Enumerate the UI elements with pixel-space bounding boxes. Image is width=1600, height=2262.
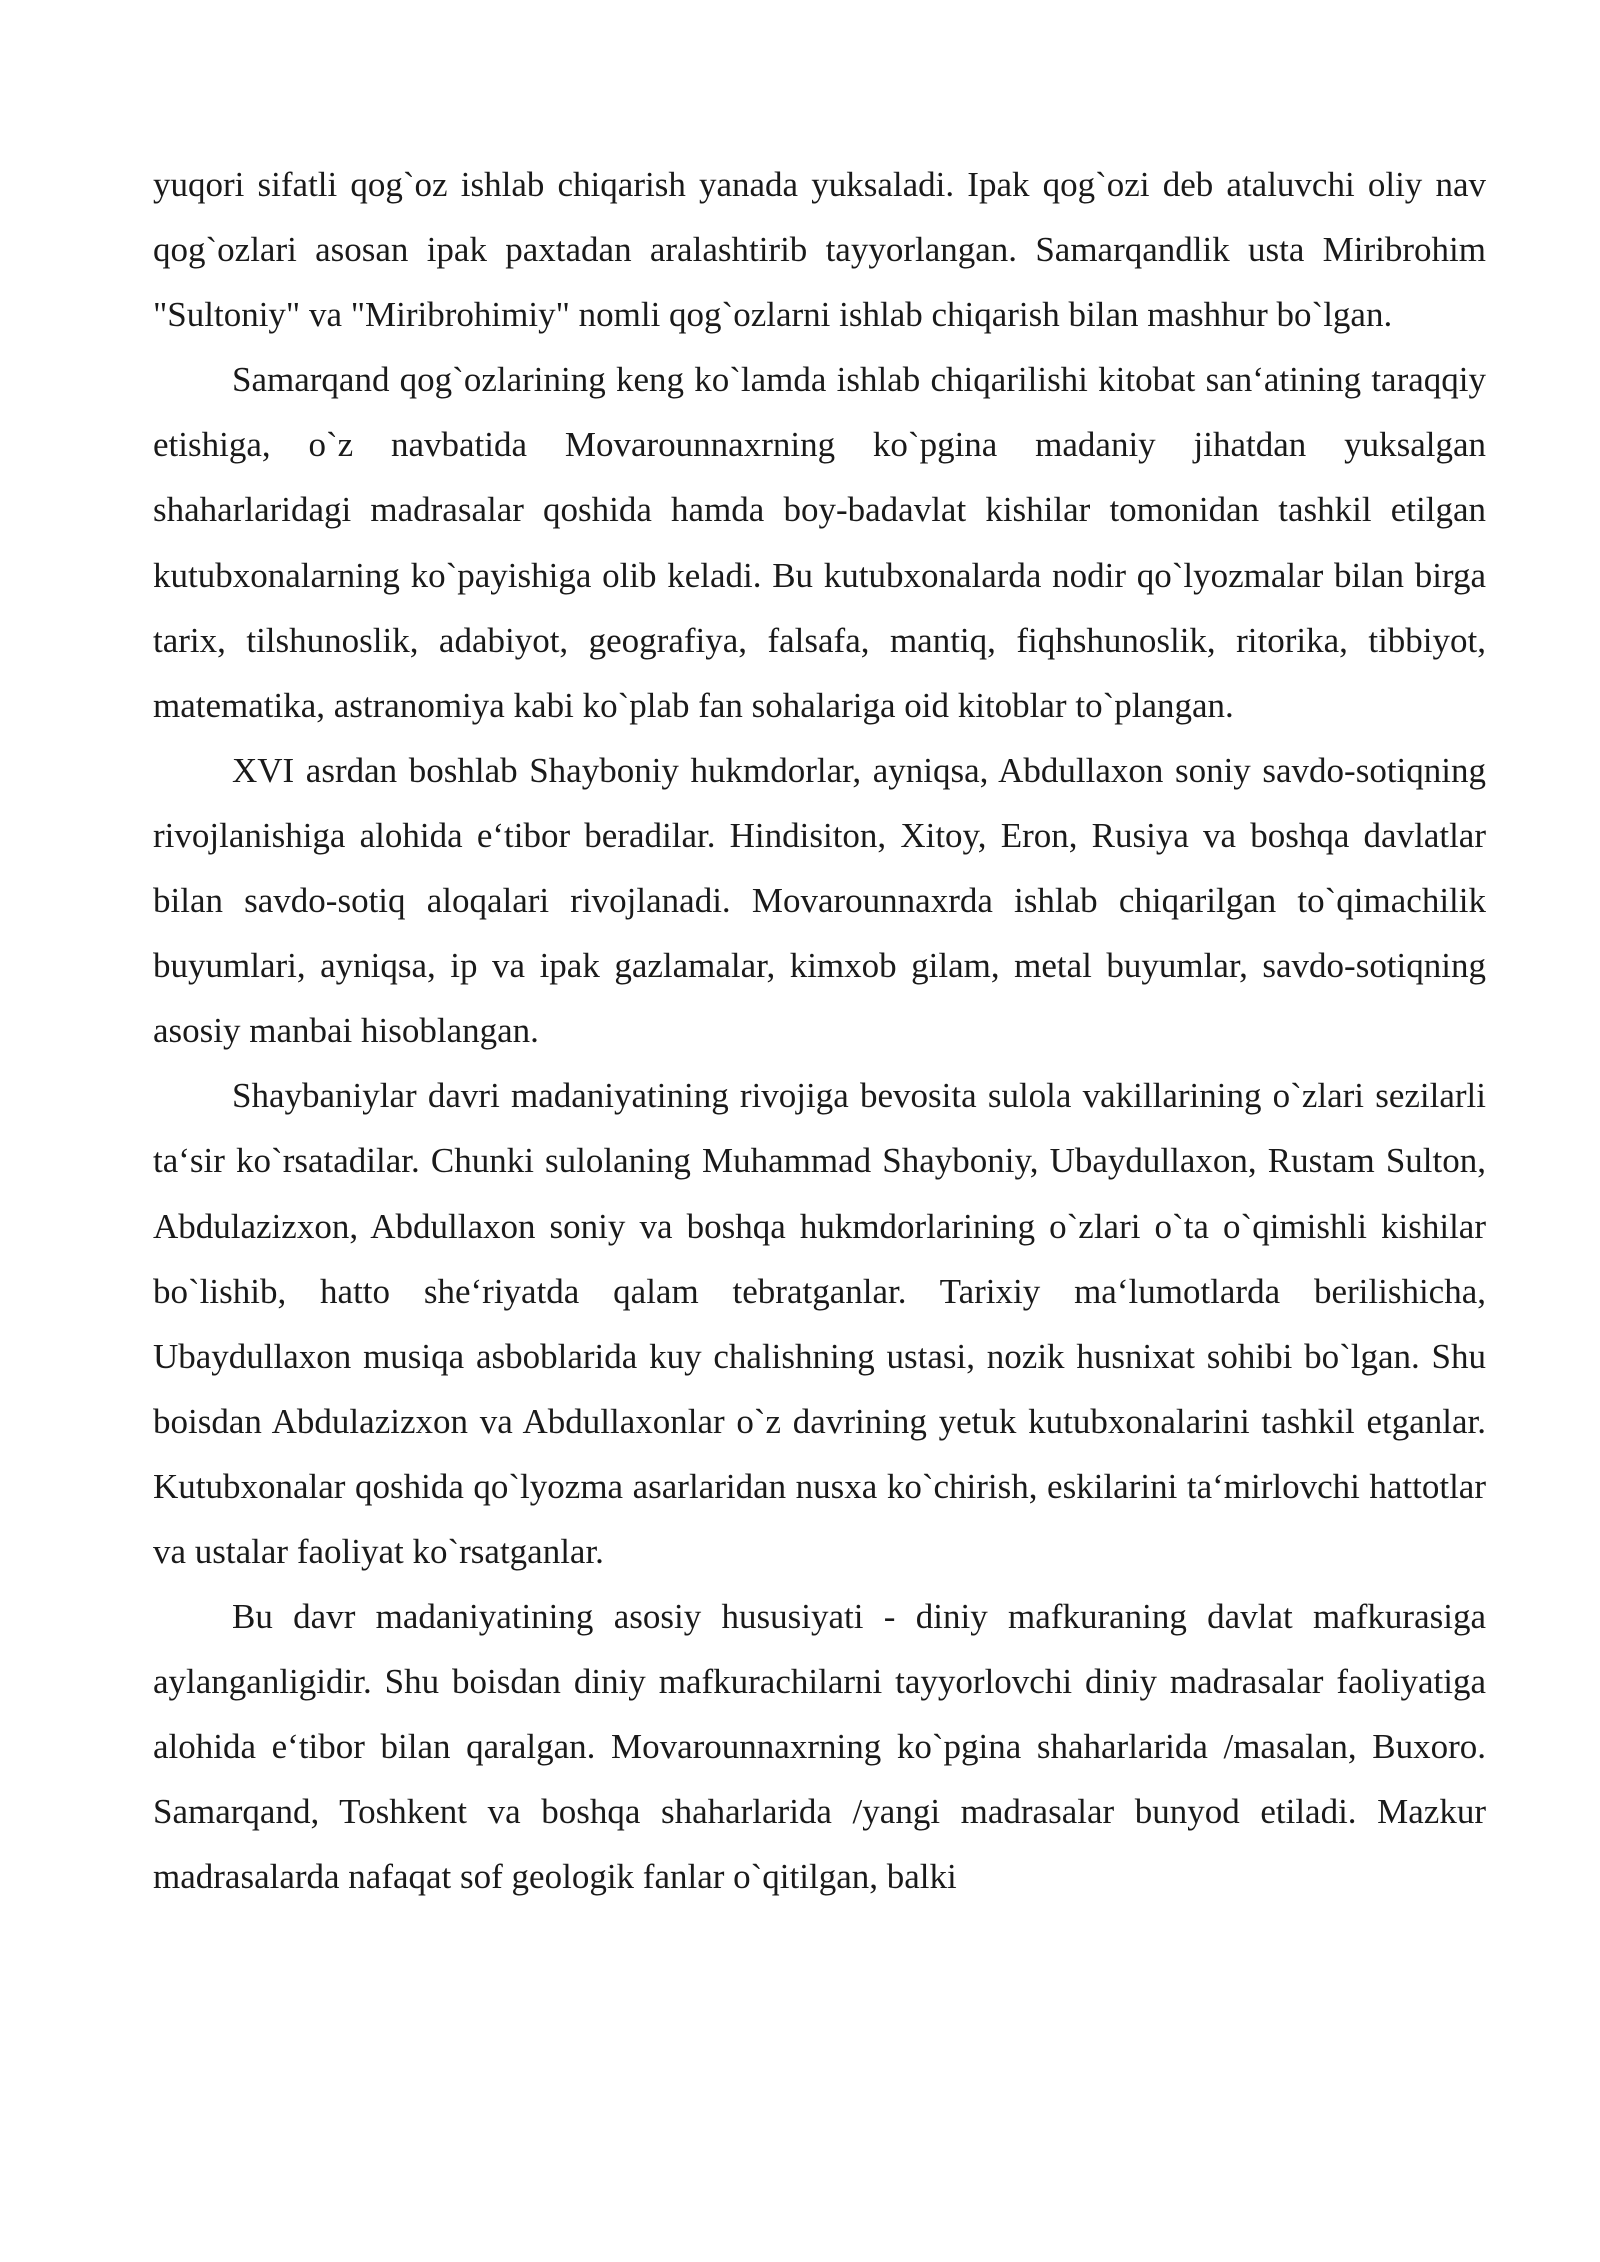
- paragraph-samarqand-paper: Samarqand qog`ozlarining keng ko`lamda ishlab chiqarilishi kitobat san‘atining taraqqiy etishiga, o`z navbatida Movarounnaxrning ko`pgina madaniy jihatdan yuksalgan shaharlaridagi madrasalar qoshida hamda boy-badavlat kishilar tomonidan tashkil etilgan kutubxonalarning ko`payishiga olib keladi. Bu kutubxonalarda nodir qo`lyozmalar bilan birga tarix, tilshunoslik, adabiyot, geografiya, falsafa, mantiq, fiqhshunoslik, ritorika, tibbiyot, matematika, astranomiya kabi ko`plab fan sohalariga oid kitoblar to`plangan.: [153, 360, 1486, 725]
- paragraph-trade: XVI asrdan boshlab Shayboniy hukmdorlar, ayniqsa, Abdullaxon soniy savdo-sotiqning rivojlanishiga alohida e‘tibor beradilar. Hindisiton, Xitoy, Eron, Rusiya va boshqa davlatlar bilan savdo-sotiq aloqalari rivojlanadi. Movarounnaxrda ishlab chiqarilgan to`qimachilik buyumlari, ayniqsa, ip va ipak gazlamalar, kimxob gilam, metal buyumlar, savdo-sotiqning asosiy manbai hisoblangan.: [153, 750, 1486, 1051]
- paragraph-continuation: yuqori sifatli qog`oz ishlab chiqarish yanada yuksaladi. Ipak qog`ozi deb ataluvchi oliy nav qog`ozlari asosan ipak paxtadan aralashtirib tayyorlangan. Samarqandlik usta Miribrohim "Sultoniy" va "Miribrohimiy" nomli qog`ozlarni ishlab chiqarish bilan mashhur bo`lgan.: [153, 165, 1486, 335]
- paragraph-religious-ideology: Bu davr madaniyatining asosiy hususiyati - diniy mafkuraning davlat mafkurasiga aylanganligidir. Shu boisdan diniy mafkurachilarni tayyorlovchi diniy madrasalar faoliyatiga alohida e‘tibor bilan qaralgan. Movarounnaxrning ko`pgina shaharlarida /masalan, Buxoro. Samarqand, Toshkent va boshqa shaharlarida /yangi madrasalar bunyod etiladi. Mazkur madrasalarda nafaqat sof geologik fanlar o`qitilgan, balki: [153, 1597, 1486, 1897]
- document-page: [153, 152, 1486, 1910]
- paragraph-shaybanid-culture: Shaybaniylar davri madaniyatining rivojiga bevosita sulola vakillarining o`zlari sezilarli ta‘sir ko`rsatadilar. Chunki sulolaning Muhammad Shayboniy, Ubaydullaxon, Rustam Sulton, Abdulazizxon, Abdullaxon soniy va boshqa hukmdorlarining o`zlari o`ta o`qimishli kishilar bo`lishib, hatto she‘riyatda qalam tebratganlar. Tarixiy ma‘lumotlarda berilishicha, Ubaydullaxon musiqa asboblarida kuy chalishning ustasi, nozik husnixat sohibi bo`lgan. Shu boisdan Abdulazizxon va Abdullaxonlar o`z davrining yetuk kutubxonalarini tashkil etganlar. Kutubxonalar qoshida qo`lyozma asarlaridan nusxa ko`chirish, eskilarini ta‘mirlovchi hattotlar va ustalar faoliyat ko`rsatganlar.: [153, 1076, 1486, 1571]
